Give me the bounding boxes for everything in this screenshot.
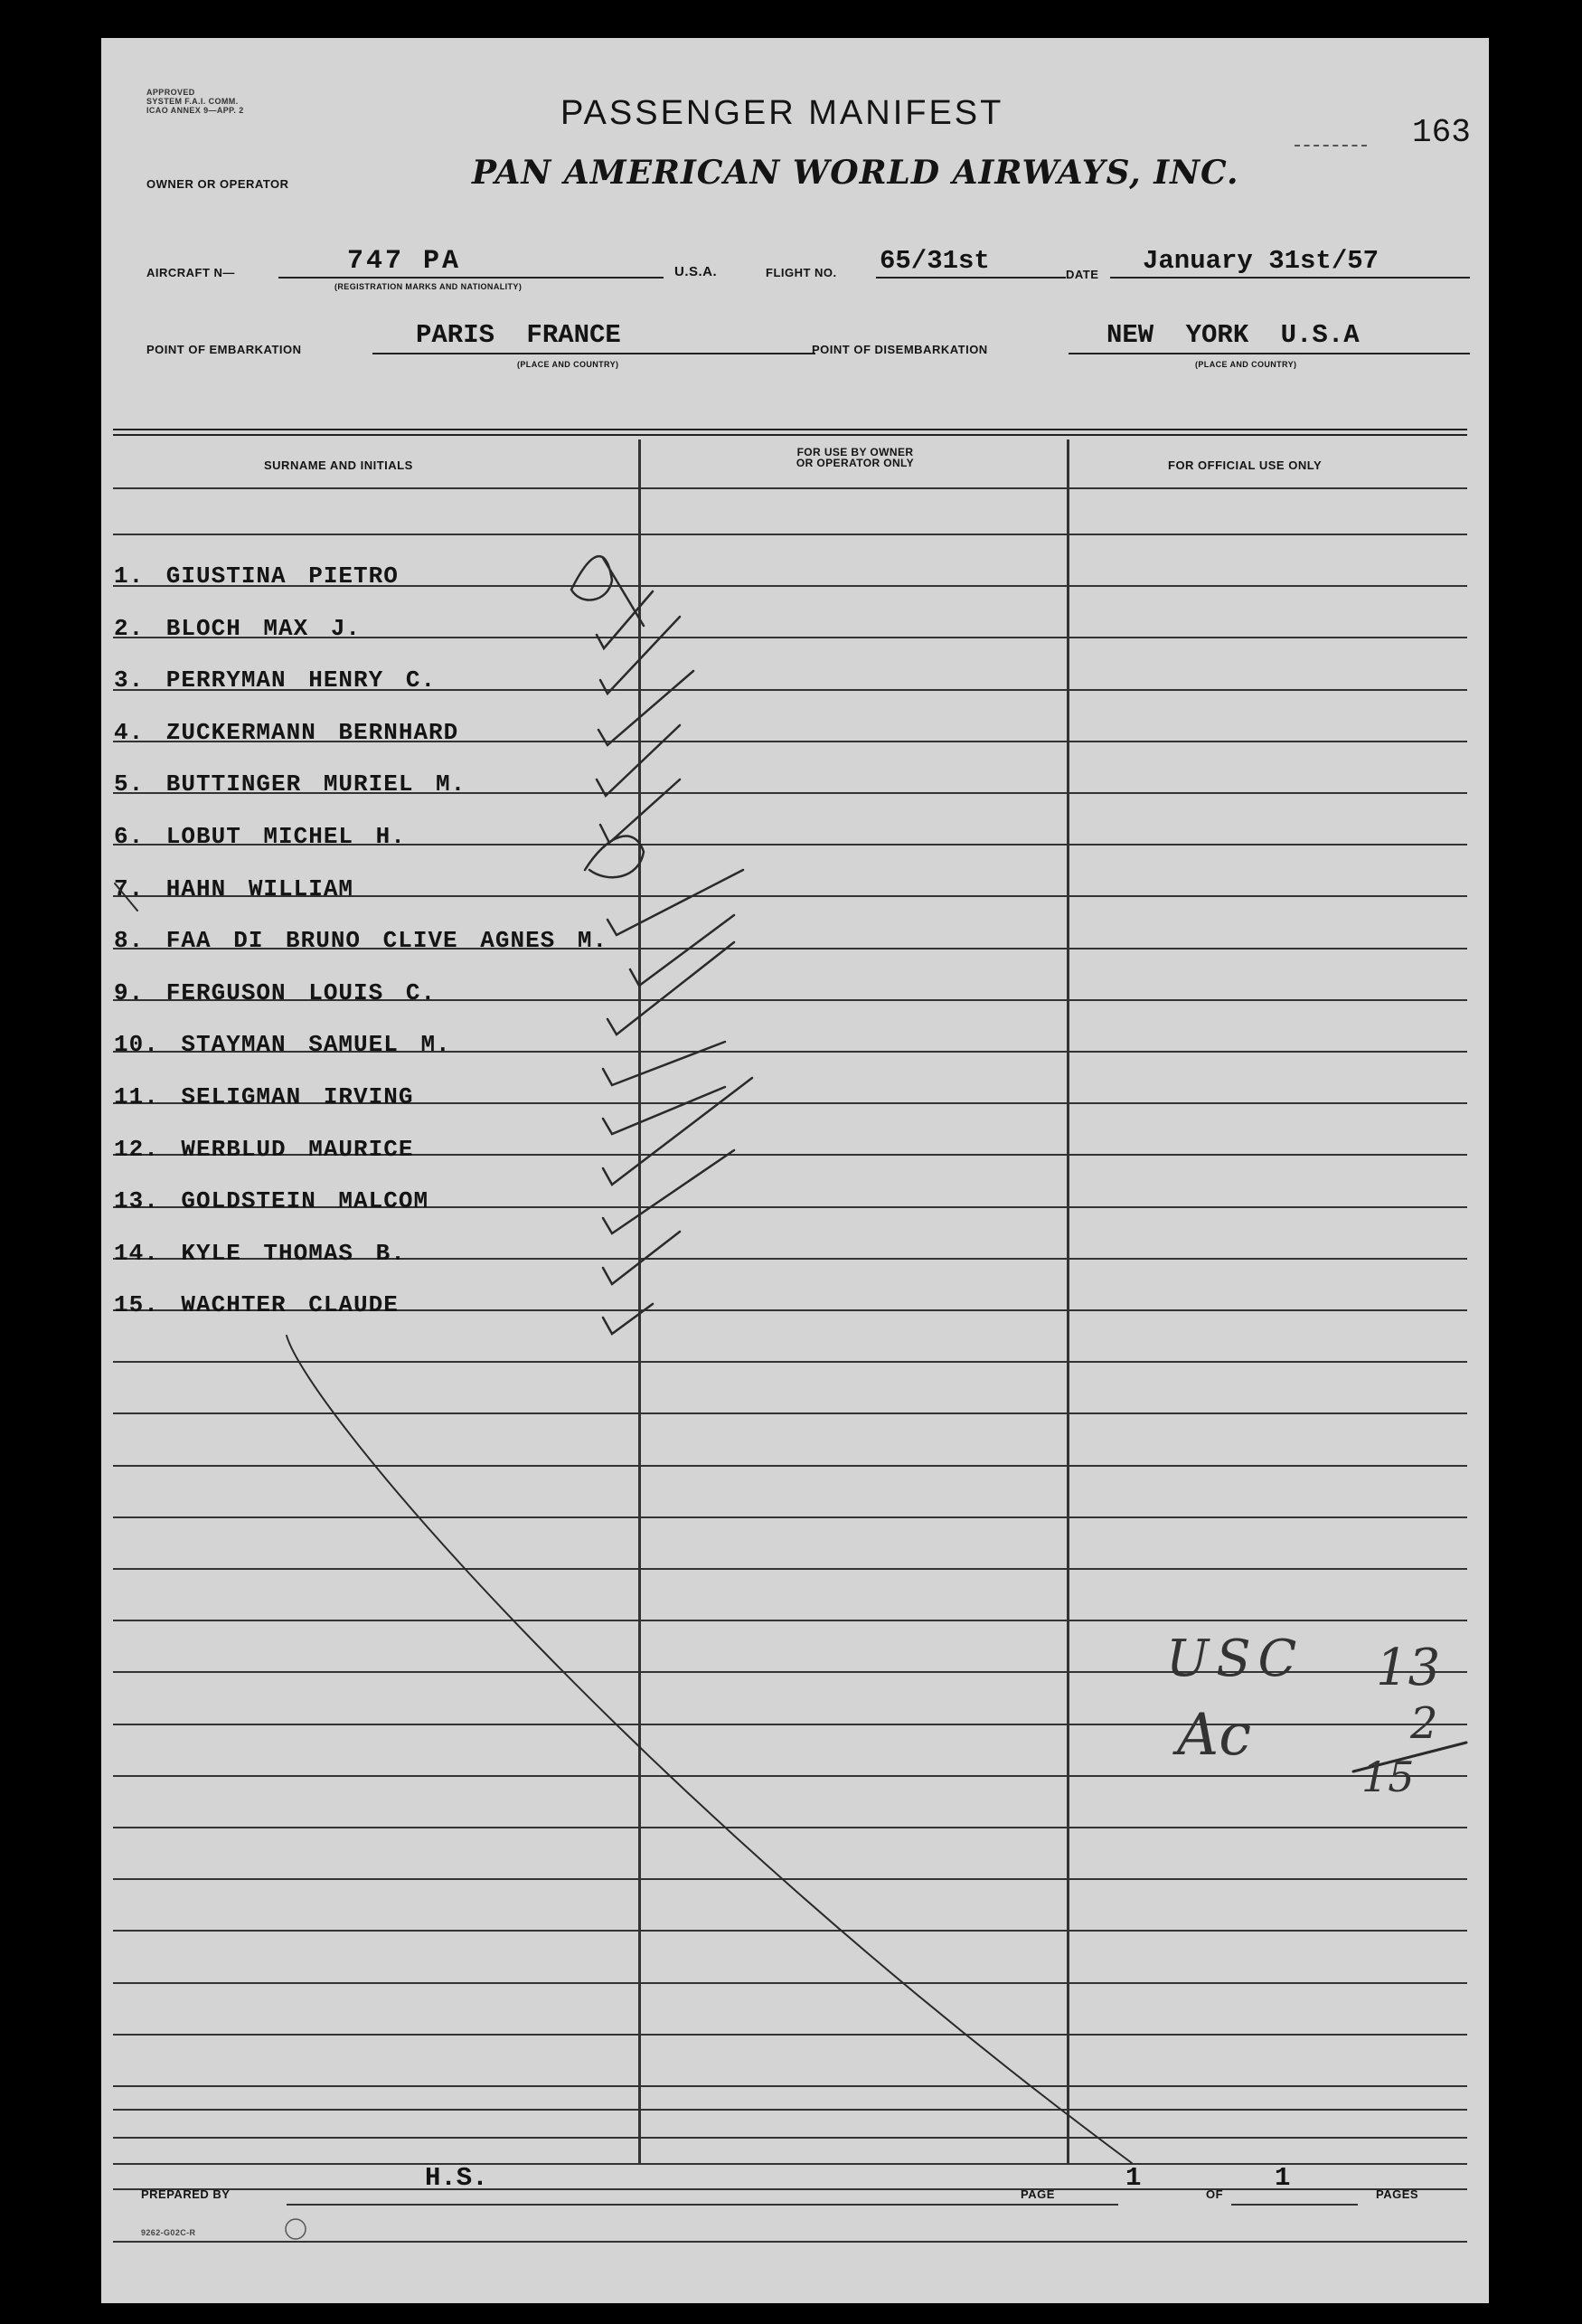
prepared-label: PREPARED BY [141, 2187, 231, 2201]
manifest-sheet [101, 38, 1489, 2303]
disembarkation-label: POINT OF DISEMBARKATION [812, 343, 988, 356]
check-mark [603, 1232, 680, 1284]
check-mark [597, 591, 653, 648]
passenger-row: 5. BUTTINGER MURIEL M. [114, 770, 466, 798]
disembarkation-value: NEW YORK U.S.A [1106, 320, 1360, 350]
registration-note: (REGISTRATION MARKS AND NATIONALITY) [334, 282, 523, 291]
check-mark [607, 942, 734, 1034]
embarkation-note: (PLACE AND COUNTRY) [517, 360, 619, 369]
passenger-row: 14. KYLE THOMAS B. [114, 1240, 406, 1267]
of-underline [1231, 2204, 1358, 2206]
disembarkation-note: (PLACE AND COUNTRY) [1195, 360, 1297, 369]
passenger-row: 10. STAYMAN SAMUEL M. [114, 1031, 451, 1058]
check-mark [603, 1087, 725, 1134]
column-header-name: SURNAME AND INITIALS [264, 458, 413, 472]
column-header-owner-line: FOR USE BY OWNER [796, 446, 914, 458]
of-value: 1 [1275, 2163, 1291, 2193]
check-mark [603, 1304, 653, 1334]
tally-ac: Ac [1177, 1702, 1252, 1769]
passenger-row: 2. BLOCH MAX J. [114, 615, 362, 642]
cancel-stroke [287, 1336, 1132, 2163]
check-mark [603, 1078, 752, 1185]
check-mark [603, 1150, 734, 1233]
date-value: January 31st/57 [1143, 246, 1380, 276]
page-value: 1 [1125, 2163, 1142, 2193]
sheet-number: 163 [1412, 114, 1471, 151]
passenger-row: 15. WACHTER CLAUDE [114, 1291, 399, 1318]
passenger-row: 9. FERGUSON LOUIS C. [114, 979, 437, 1006]
flight-label: FLIGHT NO. [766, 266, 837, 279]
column-header-owner-line: OR OPERATOR ONLY [796, 457, 915, 469]
date-label: DATE [1066, 268, 1099, 281]
prepared-underline [287, 2204, 1118, 2206]
approval-line: ICAO ANNEX 9—APP. 2 [146, 106, 244, 115]
embarkation-value: PARIS FRANCE [416, 320, 621, 350]
passenger-row: 13. GOLDSTEIN MALCOM [114, 1187, 429, 1214]
check-marks [101, 38, 1489, 2303]
check-mark [607, 870, 743, 935]
passenger-row: 4. ZUCKERMANN BERNHARD [114, 719, 459, 746]
check-mark [597, 725, 680, 796]
passenger-row: 6. LOBUT MICHEL H. [114, 823, 406, 850]
form-number: 9262-G02C-R [141, 2228, 196, 2237]
page-title: PASSENGER MANIFEST [560, 94, 1004, 132]
passenger-row: 8. FAA DI BRUNO CLIVE AGNES M. [114, 927, 608, 954]
passenger-row: 1. GIUSTINA PIETRO [114, 562, 399, 590]
passenger-row: 3. PERRYMAN HENRY C. [114, 666, 437, 694]
owner-label: OWNER OR OPERATOR [146, 177, 289, 191]
prepared-value: H.S. [425, 2163, 488, 2193]
check-mark [603, 1042, 725, 1085]
page-label: PAGE [1021, 2187, 1055, 2201]
margin-tick [115, 883, 137, 911]
approval-line: APPROVED [146, 88, 195, 97]
pages-label: PAGES [1376, 2187, 1419, 2201]
column-header-official: FOR OFFICIAL USE ONLY [1168, 458, 1323, 472]
passenger-row: 7. HAHN WILLIAM [114, 875, 354, 902]
check-mark [600, 617, 680, 694]
embarkation-label: POINT OF EMBARKATION [146, 343, 302, 356]
company-name: PAN AMERICAN WORLD AIRWAYS, INC. [472, 154, 1239, 192]
passenger-row: 12. WERBLUD MAURICE [114, 1136, 414, 1163]
tally-usc-count: 13 [1376, 1639, 1441, 1697]
aircraft-label: AIRCRAFT N— [146, 266, 235, 279]
tally-usc: USC [1166, 1630, 1304, 1688]
of-label: OF [1206, 2187, 1224, 2201]
passenger-row: 11. SELIGMAN IRVING [114, 1083, 414, 1110]
aircraft-value: 747 PA [347, 246, 462, 277]
usa-label: U.S.A. [674, 264, 718, 279]
initials-mark [585, 836, 644, 878]
printer-mark [282, 2215, 309, 2243]
check-mark [598, 671, 693, 745]
check-mark [630, 915, 734, 986]
tally-ac-count: 2 [1410, 1698, 1438, 1749]
flight-value: 65/31st [880, 246, 990, 276]
tally-ac-total: 15 [1361, 1752, 1415, 1801]
approval-line: SYSTEM F.A.I. COMM. [146, 97, 239, 106]
